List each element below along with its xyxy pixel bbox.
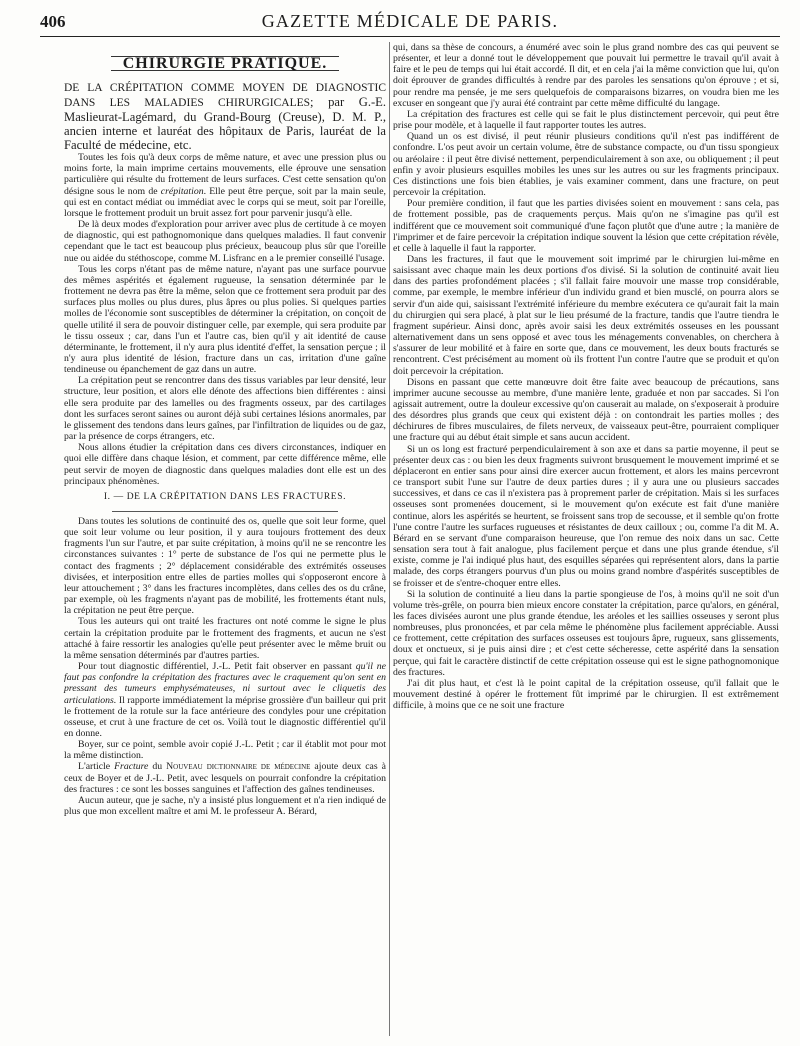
page-number: 406: [40, 12, 66, 31]
right-paragraph-7: Si un os long est fracturé perpendiculairement à son axe et dans sa partie moyenne, il peut se présenter deux cas : ou bien les deux fragments suivront brusquement le mouvement imprimé et se déplaceront en entier sans pour ainsi dire exercer aucun frottement, et alors les mains percevront ce transport subit l'une sur l'autre de deux parties dures ; il y aura une ou plusieurs saccades successives, et dans ce cas il n'existera pas à proprement parler de crépitation. Mais si les surfaces osseuses sont promenées doucement, si le mouvement qu'on exécute est fait d'une manière continue, alors les aspérités se heurtent, se froissent sans trop de secousse, et il semble qu'on frotte l'une contre l'autre les surfaces rugueuses et résistantes de deux cailloux ; ou, comme l'a dit M. A. Bérard en se servant d'une comparaison heureuse, que l'on remue des noix dans un sac. Cette sensation sera tout à fait analogue, plus facilement perçue et dans une plus grande étendue, s'il existe, comme je l'ai indiqué plus haut, des esquilles séparées qui représentent alors, dans la partie malade, des corps étrangers pourvus d'un plus ou moins grand nombre d'aspérités susceptibles de se froisser et de s'entre-choquer entre elles.: [393, 443, 779, 589]
left-paragraph-3: Tous les corps n'étant pas de même nature, n'ayant pas une surface pourvue des mêmes aspérités et également rugueuse, la sensation déterminée par le frottement ne devra pas être la même, selon que ce frottement sera produit par des surfaces plus molles ou plus dures, plus âpres ou plus polies. Si quelques parties molles de l'économie sont susceptibles de déterminer la crépitation, on conçoit de quelle utilité il sera de pouvoir distinguer celle, par exemple, qui sera produite par le tissu osseux ; car, dans l'un et l'autre cas, bien qu'il y ait identité de cause déterminante, le frottement, il n'y aura plus identité d'effet, la sensation perçue ; il n'y aura plus identité de lésion, fracture dans un cas, irritation d'une gaîne tendineuse ou épanchement de gaz dans un autre.: [64, 263, 386, 376]
left-p1-emphasis: crépitation: [160, 185, 204, 197]
left-paragraph-1: [64, 152, 386, 219]
right-paragraph-3: Quand un os est divisé, il peut réunir plusieurs conditions qu'il n'est pas indifférent de confondre. L'os peut avoir un certain volume, être de substance compacte, ou d'un tissu spongieux ou aréolaire : il peut être divisé nettement, perpendiculairement à son axe, ou obliquement ; il peut enfin y avoir plusieurs esquilles mobiles les unes sur les autres ou sur les fragments principaux. Ces distinctions une fois bien établies, je vais examiner comment, dans une fracture, on peut percevoir la crépitation.: [393, 131, 779, 199]
right-paragraph-1: qui, dans sa thèse de concours, a énuméré avec soin le plus grand nombre des cas qui peuvent se présenter, et leur a donné tout le développement que pouvait lui permettre le travail qu'il avait à faire et le peu de temps qui lui était accordé. Il dit, et en cela j'ai la même conviction que lui, qu'on doit éprouver de grandes difficultés à rendre par des paroles les sensations qu'on éprouve ; et si, pour rendre ma pensée, je me sers quelquefois de comparaisons bizarres, on voudra bien me les excuser en songeant que j'y aurai été contraint par cette même difficulté du langage.: [393, 42, 779, 109]
left-p10-emphasis: Fracture: [114, 761, 149, 773]
left-paragraph-6: Dans toutes les solutions de continuité des os, quelle que soit leur forme, quel que soit leur volume ou leur position, il y aura toujours frottement des deux fragments l'un sur l'autre, et par suite crépitation, à moins qu'il ne se rencontre les circonstances suivantes : 1° perte de substance de l'os qui ne permette plus le contact des fragments ; 2° déplacement considérable des extrémités osseuses divisées, et interposition entre elles de parties molles qui s'opposeront encore à leur attouchement ; 3° dans les fractures incomplètes, dans celles des os du crâne, par exemple, où les fragments n'ayant pas de mobilité, les frottements étant nuls, la crépitation ne peut être perçue.: [64, 516, 386, 617]
left-p10-text-c: ajoute deux cas à ceux de Boyer et de J.-L. Petit, avec lesquels on pourrait confondre la crépitation des fractures : ce sont les bosses sanguines et l'affection des gaînes tendineuses.: [64, 761, 386, 795]
right-paragraph-8: Si la solution de continuité a lieu dans la partie spongieuse de l'os, à moins qu'il ne soit d'un volume très-grêle, on pourra bien mieux encore constater la crépitation, parce qu'alors, en général, les faces divisées auront une plus grande étendue, les aréoles et les saillies osseuses y seront plus nombreuses, plus prononcées, et par cela même le phénomène plus facilement appréciable. Aussi ce frottement, cette crépitation des surfaces osseuses est toujours âpre, rugueux, sans glissements, doux et onctueux, si je puis ainsi dire ; et c'est cette sécheresse, cette aspérité dans la sensation perçue, qui fait le caractère distinctif de cette crépitation osseuse qui est le signe pathognomonique des fractures.: [393, 588, 779, 678]
article-title: [64, 80, 386, 152]
section-title: CHIRURGIE PRATIQUE.: [111, 56, 340, 71]
right-paragraph-5: Dans les fractures, il faut que le mouvement soit imprimé par le chirurgien lui-même en saisissant avec chaque main les deux portions d'os divisé. Si la solution de continuité avait lieu dans des parties profondément placées ; s'il fallait faire mouvoir une masse trop considérable, comme, par exemple, le membre inférieur d'un individu grand et bien musclé, on pourra alors se servir d'un aide qui, saisissant l'extrémité inférieure du membre exécutera ce qu'aurait fait la main du chirurgien qui sera placé, à plat sur le lieu présumé de la fracture, tandis que l'autre tiendra le fragment supérieur. Ainsi donc, après avoir saisi les deux extrémités osseuses en les poussant alternativement dans un sens opposé et avec tous les ménagements convenables, on cherchera à s'assurer de leur mobilité et à faire en sorte que, dans ce mouvement, les deux bouts fracturés se rencontrent. C'est précisément au moment où ils frottent l'un contre l'autre que se produit et qu'on doit percevoir la crépitation.: [393, 253, 779, 377]
right-paragraph-6: Disons en passant que cette manœuvre doit être faite avec beaucoup de précautions, sans imprimer aucune secousse au membre, d'une manière lente, graduée et non par saccades. Si l'on agissait autrement, outre la douleur excessive qu'on causerait au malade, on s'exposerait à produire des désordres plus grands que ceux qui existent déjà : on contondrait les parties molles ; des déchirures de fibres musculaires, de filets nerveux, de vaisseaux peut-être, pourraient compliquer une fracture qui au début était simple et sans aucun accident.: [393, 376, 779, 444]
left-paragraph-11: Aucun auteur, que je sache, n'y a insisté plus longuement et n'a rien indiqué de plus que mon excellent maître et ami M. le professeur A. Bérard,: [64, 794, 386, 818]
left-p8-text-a: Pour tout diagnostic différentiel, J.-L. Petit fait observer en passant: [78, 661, 356, 673]
subheading-rule: [112, 511, 337, 512]
journal-title: GAZETTE MÉDICALE DE PARIS.: [261, 11, 559, 31]
left-p10-caps: Nouveau dictionnaire de médecine: [166, 761, 311, 773]
right-column: [393, 42, 779, 711]
left-p10-text-a: L'article: [78, 761, 115, 773]
right-paragraph-2: La crépitation des fractures est celle qui se fait le plus distinctement percevoir, qui peut être prise pour modèle, et à laquelle il faut rapporter toutes les autres.: [393, 108, 779, 132]
left-paragraph-7: Tous les auteurs qui ont traité les fractures ont noté comme le signe le plus certain la crépitation produite par le frottement des fragments, et aucun ne s'est attaché à faire ressortir les analogies qu'elle peut présenter avec le même bruit ou la même sensation déterminés par d'autres parties.: [64, 616, 386, 661]
subheading: I. — DE LA CRÉPITATION DANS LES FRACTURES.: [103, 491, 347, 502]
right-paragraph-4: Pour première condition, il faut que les parties divisées soient en mouvement : sans cela, pas de frottement possible, pas de craquements perçus. Mais qu'on ne s'imagine pas qu'il est indifférent que ce mouvement soit communiqué d'une façon plutôt que d'une autre ; la manière de l'imprimer et de faire percevoir la crépitation indique souvent la lésion que cette crépitation révèle, et celle à laquelle il faut la rapporter.: [393, 198, 779, 254]
left-column: [64, 42, 386, 817]
right-paragraph-9: J'ai dit plus haut, et c'est là le point capital de la crépitation osseuse, qu'il fallait que le mouvement destiné à opérer le frottement fût imprimé par le chirurgien. Il est extrêmement difficile, à moins que ce ne soit une fracture: [393, 677, 779, 712]
left-paragraph-10: [64, 761, 386, 794]
left-p8-text-b: Il rapporte immédiatement la méprise grossière d'un bailleur qui prit le frottement de la rotule sur la face antérieure des condyles pour une crépitation osseuse, et crut à une fracture de cet os. Voilà tout le diagnostic différentiel qu'il en donne.: [64, 694, 386, 739]
left-p8-emphasis: qu'il ne faut pas confondre la crépitation des fractures avec le craquement qu'on sent en pressant des tumeurs emphysémateuses, ni surtout avec le cliquetis des articulations.: [64, 661, 386, 706]
left-paragraph-5: Nous allons étudier la crépitation dans ces divers circonstances, indiquer en quoi elle diffère dans chaque lésion, et comment, par cette différence même, elle peut servir de moyen de diagnostic dans quelques maladies dont elle est un des principaux phénomènes.: [64, 442, 386, 487]
left-p1-text-b: . Elle peut être perçue, soit par la main seule, qui est en contact médiat ou immédiat avec le corps qui se meut, soit par l'oreille, lorsque le frottement produit un bruit assez fort pour parvenir jusqu'à elle.: [64, 185, 386, 219]
section-title-wrap: [64, 56, 386, 71]
left-p10-text-b: du: [148, 761, 167, 773]
left-paragraph-8: [64, 661, 386, 739]
article-title-caps: DE LA CRÉPITATION COMME MOYEN DE DIAGNOSTIC DANS LES MALADIES CHIRURGICALES: [64, 82, 386, 110]
left-paragraph-2: De là deux modes d'exploration pour arriver avec plus de certitude à ce moyen de diagnostic, qui est pathognomonique dans quelques maladies. Il faut convenir cependant que le tact est beaucoup plus précieux, beaucoup plus sûr que l'oreille nue ou aidée du stéthoscope, comme M. Lisfranc en a le premier conseillé l'usage.: [64, 219, 386, 264]
left-p1-text-a: Toutes les fois qu'à deux corps de même nature, et avec une pression plus ou moins forte, la main imprime certains mouvements, elle éprouve une sensation particulière qui résulte du frottement de leurs surfaces. C'est cette sensation qu'on désigne sous le nom de: [64, 152, 386, 197]
article-title-author: ; par G.-E. Maslieurat-Lagémard, du Grand-Bourg (Creuse), D. M. P., ancien interne et lauréat des hôpitaux de Paris, lauréat de la Faculté de médecine, etc.: [64, 95, 386, 153]
left-paragraph-4: La crépitation peut se rencontrer dans des tissus variables par leur densité, leur structure, leur position, et alors elle dénote des affections bien différentes : ainsi elle sera produite par des lamelles ou des fragments osseux, par des cartilages dont les surfaces seront saines ou auront déjà subi certaines lésions anormales, par le glissement des tendons dans leurs gaînes, par l'infiltration de liquides ou de gaz, par la présence de corps étrangers, etc.: [64, 375, 386, 443]
column-divider: [389, 42, 390, 1036]
left-paragraph-9: Boyer, sur ce point, semble avoir copié J.-L. Petit ; car il établit mot pour mot la même distinction.: [64, 739, 386, 762]
page-header: [40, 10, 780, 37]
